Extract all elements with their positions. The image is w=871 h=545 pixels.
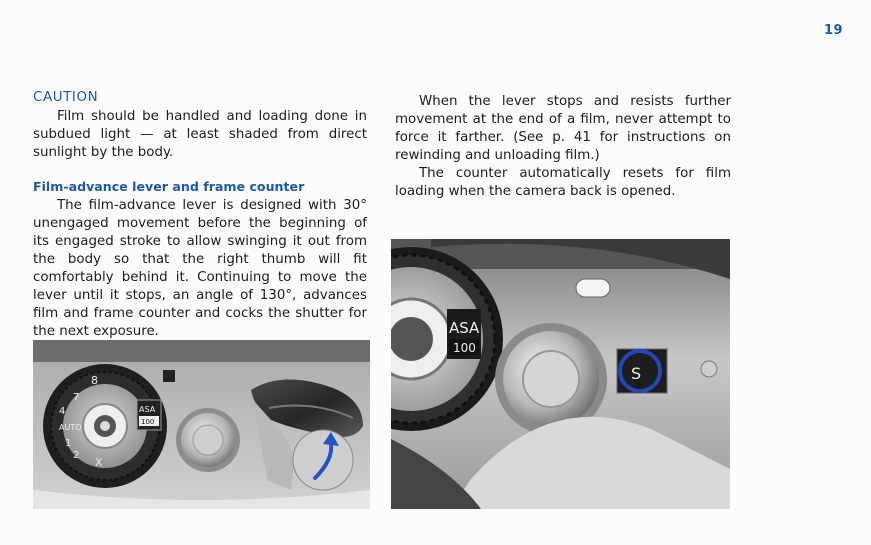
asa-label-right: ASA [449,319,480,337]
page-number: 19 [824,23,844,38]
right-paragraph-2: The counter automatically resets for film loading when the camera back is opened. [395,166,731,199]
right-column [395,93,731,201]
film-advance-lever-photo [33,340,370,509]
show-through-text [60,62,390,78]
section-heading: Film-advance lever and frame counter [33,179,305,194]
left-column [33,89,367,341]
section-text: The film-advance lever is designed with 30° unengaged movement before the beginning of its engaged stroke to allow swinging it out from the body so that the right thumb will fit comfortably behind it. Continuing to move the lever until it stops, an angle of 130°, advances film and frame counter and cocks the shutter for the next exposure. [33,198,367,339]
right-paragraph-1: When the lever stops and resists further movement at the end of a film, never attempt to force it farther. (See p. 41 for instructions on rewinding and unloading film.) [395,94,731,163]
film-advance-lever-illustration [33,340,370,509]
dial-mark-4: 4 [59,406,66,417]
dial-mark-2: 2 [73,450,80,461]
dial-mark-8: 8 [91,374,98,387]
frame-counter-illustration [391,239,730,509]
asa-value-left: 100 [141,418,155,426]
frame-counter-photo [391,239,730,509]
dial-mark-7: 7 [73,392,80,403]
dial-mark-1: 1 [65,438,72,449]
caution-text: Film should be handled and loading done in subdued light — at least shaded from direct sunlight by the body. [33,109,367,160]
asa-value-right: 100 [453,341,476,355]
dial-mark-auto: AUTO [59,423,82,432]
frame-counter-label: S [631,364,642,383]
asa-label-left: ASA [139,405,156,414]
dial-mark-x: X [95,456,103,469]
caution-heading: CAUTION [33,90,99,105]
